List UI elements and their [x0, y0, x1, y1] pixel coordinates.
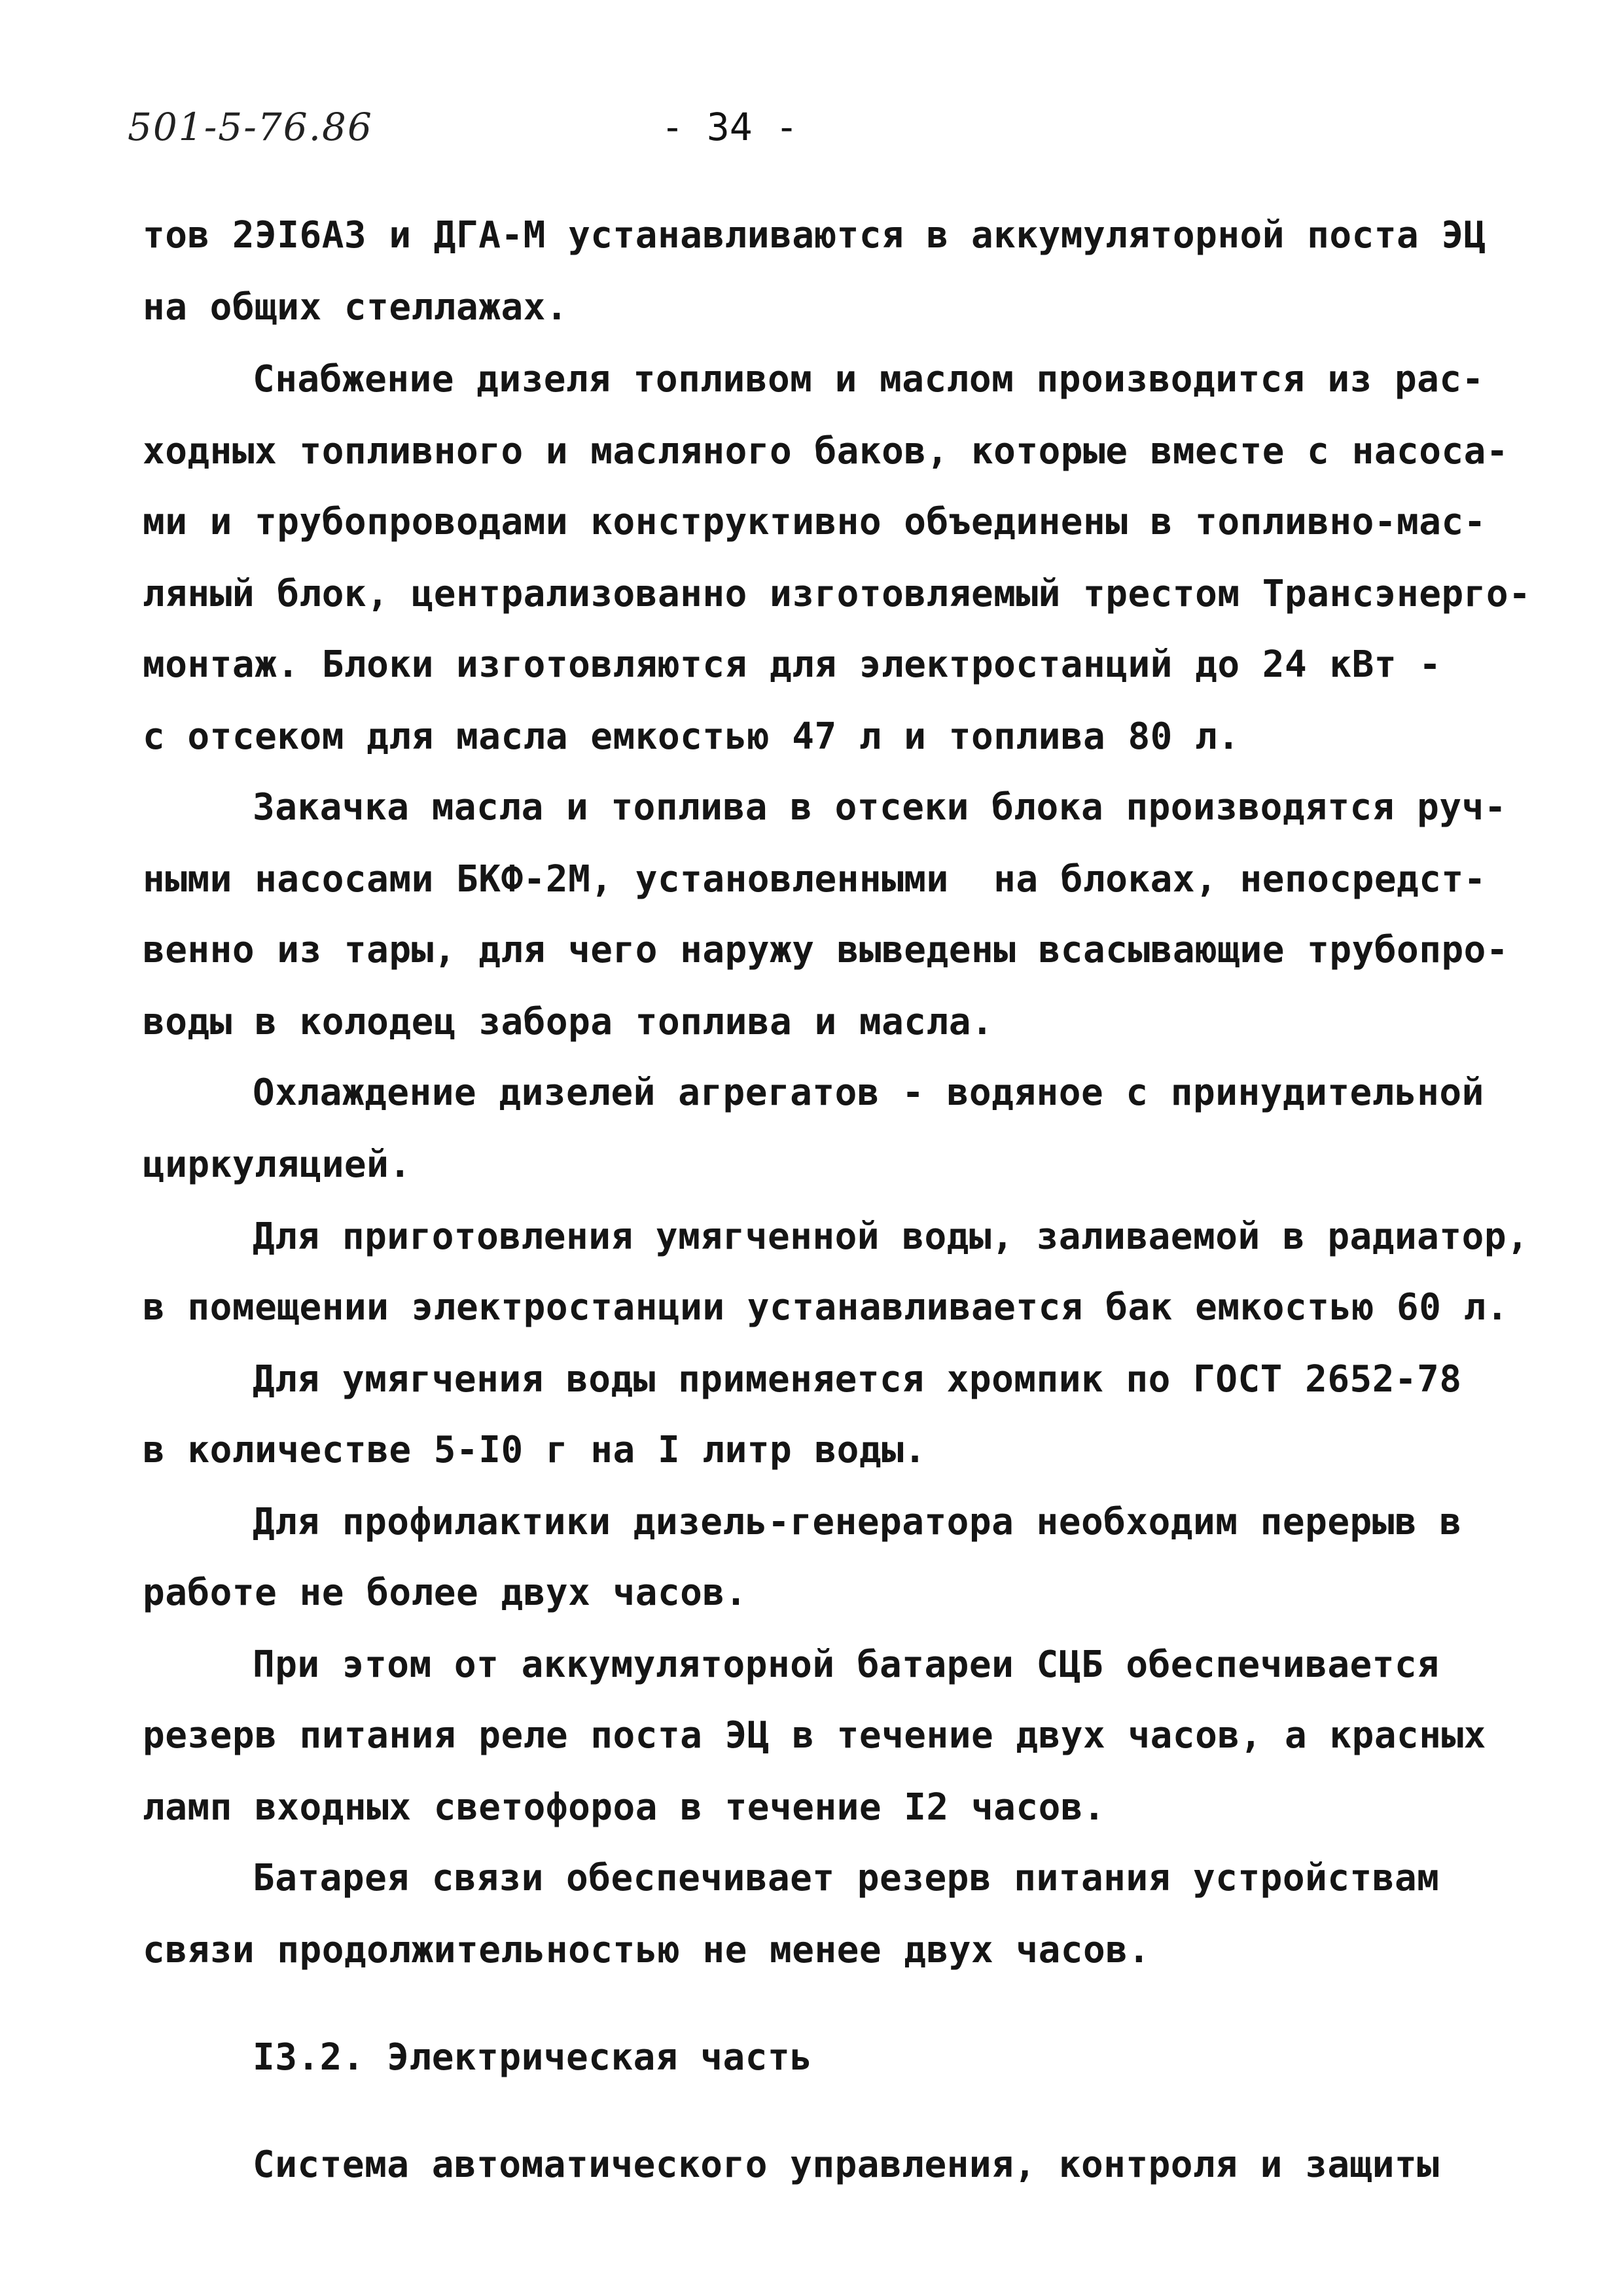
text-line: ламп входных светофороа в течение I2 часов. — [143, 1786, 1106, 1829]
text-line: тов 2ЭI6АЗ и ДГА-М устанавливаются в аккумуляторной поста ЭЦ — [143, 214, 1486, 257]
text-line: работе не более двух часов. — [143, 1571, 747, 1614]
text-line: Для умягчения воды применяется хромпик по ГОСТ 2652-78 — [253, 1358, 1462, 1401]
text-line: в количестве 5-I0 г на I литр воды. — [143, 1429, 927, 1471]
text-line: Для приготовления умягченной воды, заливаемой в радиатор, — [253, 1215, 1529, 1258]
text-line: ными насосами БКФ-2М, установленными на блоках, непосредст- — [143, 858, 1486, 901]
text-line: циркуляцией. — [143, 1143, 412, 1186]
text-line: Снабжение дизеля топливом и маслом производится из рас- — [253, 358, 1484, 401]
text-line: с отсеком для масла емкостью 47 л и топлива 80 л. — [143, 715, 1240, 758]
text-line: Охлаждение дизелей агрегатов - водяное с принудительной — [253, 1071, 1484, 1114]
text-line: воды в колодец забора топлива и масла. — [143, 1001, 994, 1043]
text-line: на общих стеллажах. — [143, 286, 569, 329]
text-line: Для профилактики дизель-генератора необходим перерыв в — [253, 1501, 1462, 1543]
text-line: Батарея связи обеспечивает резерв питания устройствам — [253, 1857, 1440, 1899]
text-line: резерв питания реле поста ЭЦ в течение двух часов, а красных — [143, 1714, 1486, 1757]
text-line: ляный блок, централизованно изготовляемый трестом Трансэнерго- — [143, 573, 1531, 615]
text-line: При этом от аккумуляторной батареи СЦБ обеспечивается — [253, 1643, 1440, 1686]
text-line: в помещении электростанции устанавливается бак емкостью 60 л. — [143, 1286, 1509, 1329]
text-line: связи продолжительностью не менее двух часов. — [143, 1929, 1150, 1971]
text-line: венно из тары, для чего наружу выведены всасывающие трубопро- — [143, 929, 1509, 971]
text-line: Система автоматического управления, контроля и защиты — [253, 2144, 1440, 2186]
text-line: Закачка масла и топлива в отсеки блока производятся руч- — [253, 786, 1507, 829]
page-number: - 34 - — [661, 105, 798, 149]
text-line: ходных топливного и масляного баков, которые вместе с насоса- — [143, 430, 1509, 473]
text-line: монтаж. Блоки изготовляются для электростанций до 24 кВт - — [143, 643, 1442, 686]
document-code: 501-5-76.86 — [128, 105, 373, 149]
text-line: ми и трубопроводами конструктивно объединены в топливно-мас- — [143, 501, 1486, 543]
section-heading: I3.2. Электрическая часть — [253, 2036, 813, 2079]
